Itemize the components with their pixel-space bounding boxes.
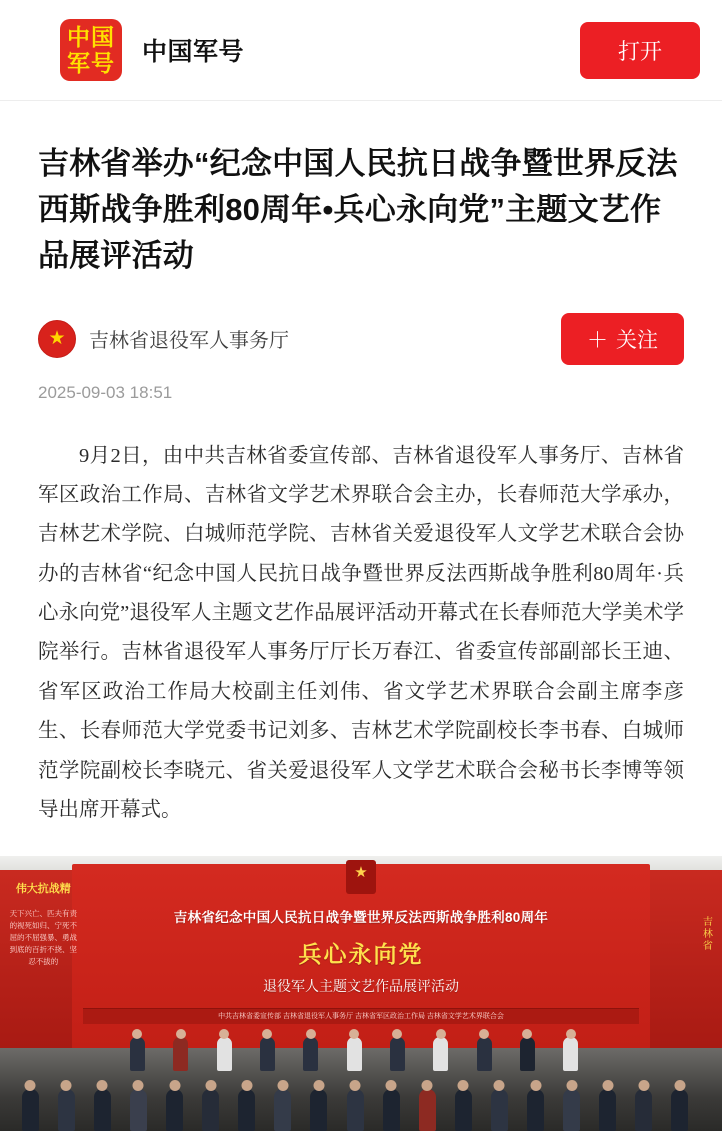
article-container [0, 101, 722, 830]
photo-banner-line2: 兵心永向党 [298, 941, 424, 968]
follow-label: 关注 [616, 328, 658, 352]
article-paragraph: 9月2日，由中共吉林省委宣传部、吉林省退役军人事务厅、吉林省军区政治工作局、吉林省文学艺术界联合会主办，长春师范大学承办，吉林艺术学院、白城师范学院、吉林省关爱退役军人文学艺术联合会协办的吉林省“纪念中国人民抗日战争暨世界反法西斯战争胜利80周年·兵心永向党”退役军人主题文艺作品展评活动开幕式在长春师范大学美术学院举行。吉林省退役军人事务厅厅长万春江、省委宣传部副部长王迪、省军区政治工作局大校副主任刘伟、省文学艺术界联合会副主席李彦生、长春师范大学党委书记刘多、吉林艺术学院副校长李书春、白城师范学院副校长李晓元、省关爱退役军人文学艺术联合会秘书长李博等领导出席开幕式。 [38, 444, 684, 821]
app-name-label: 中国军号 [142, 38, 245, 66]
app-logo-line2: 军号 [67, 50, 115, 76]
open-app-button[interactable]: 打开 [580, 22, 700, 79]
star-icon: ★ [48, 328, 66, 350]
photo-side-title: 伟大抗战精 [15, 883, 71, 896]
follow-button[interactable] [561, 313, 684, 365]
photo-audience-crowd [0, 1043, 722, 1131]
app-logo-icon[interactable] [60, 19, 122, 81]
app-header-bar [0, 0, 722, 101]
publish-timestamp: 2025-09-03 18:51 [38, 382, 173, 402]
article-photo [0, 856, 722, 1131]
app-logo-line1: 中国 [67, 24, 115, 50]
photo-stage-organizers: 中共吉林省委宣传部 吉林省退役军人事务厅 吉林省军区政治工作局 吉林省文学艺术界联合会 [218, 1013, 504, 1021]
byline [38, 313, 684, 365]
photo-stage-strip [83, 1008, 639, 1024]
photo-side-subtext: 天下兴亡、匹夫有责的视死如归、宁死不屈的不屈强暴、勇战到底的百折不挠、坚忍不拔的 [9, 909, 78, 967]
plus-icon: ＋ [587, 328, 608, 352]
photo-side-vertical-text: 吉林省 [700, 916, 712, 953]
author-name[interactable]: 吉林省退役军人事务厅 [89, 330, 289, 353]
photo-right-panel [643, 870, 722, 1048]
photo-banner-line3: 退役军人主题文艺作品展评活动 [262, 978, 459, 995]
photo-banner-line1: 吉林省纪念中国人民抗日战争暨世界反法西斯战争胜利80周年 [173, 910, 549, 926]
national-emblem-avatar[interactable] [38, 320, 76, 358]
stage-emblem-icon [346, 860, 376, 894]
page-title: 吉林省举办“纪念中国人民抗日战争暨世界反法西斯战争胜利80周年•兵心永向党”主题文艺作品展评活动 [38, 146, 678, 273]
